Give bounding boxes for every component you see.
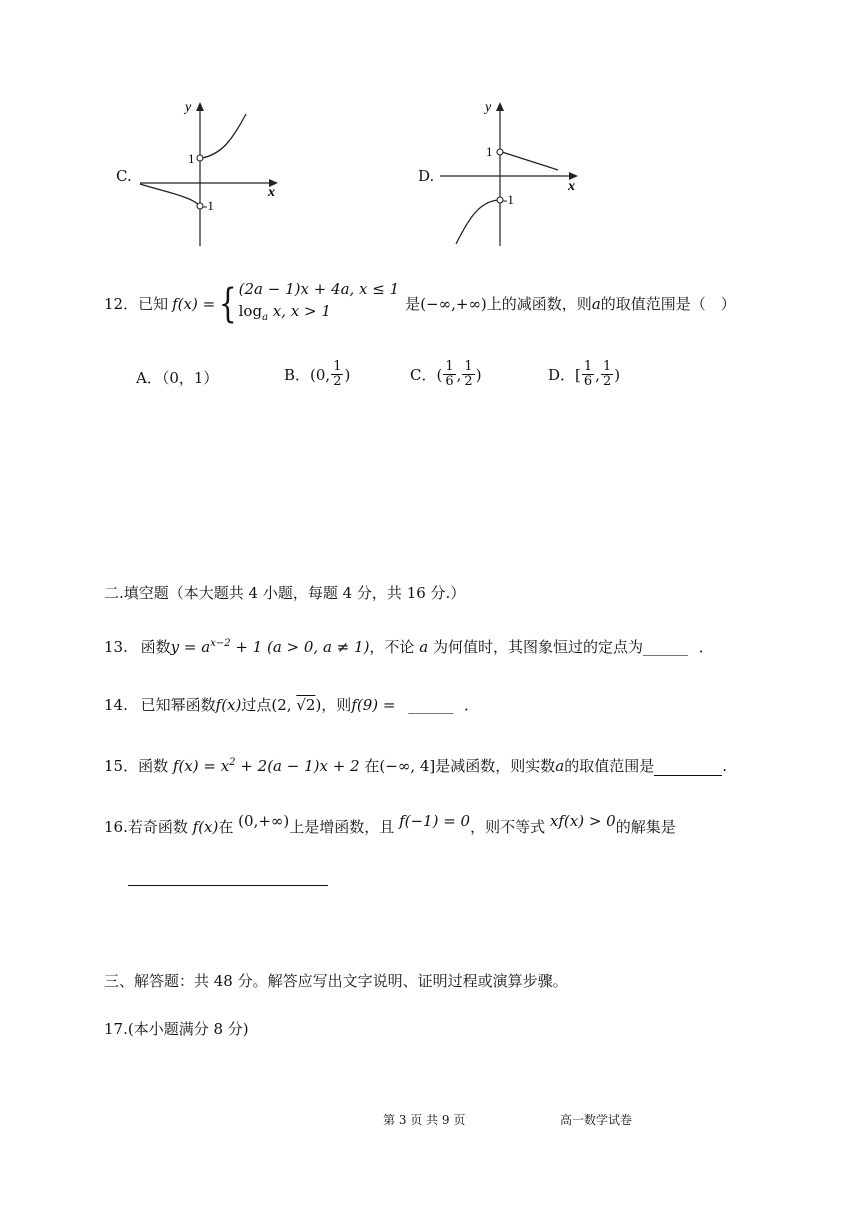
q16-ineq: xf(x) > 0 xyxy=(549,812,616,830)
q14-point: (2, √2) xyxy=(271,696,322,714)
q13-lead: 函数 xyxy=(140,638,171,656)
q14-end: ． xyxy=(464,696,480,714)
q12-case-2: $\log_a x$, x > 1 xyxy=(238,302,331,323)
q12-option-d: D． [ $\frac{1}{6}$ , $\frac{1}{2}$ ) xyxy=(548,359,621,389)
graph-c-right-curve xyxy=(202,114,246,158)
q12-cases xyxy=(239,278,400,329)
q14-number: 14. xyxy=(104,696,128,714)
graph-d-left-curve xyxy=(456,200,498,244)
question-17-title: 17.(本小题满分 8 分) xyxy=(104,1020,249,1038)
graph-c-x-label: x xyxy=(268,185,275,200)
q15-var: a xyxy=(555,757,565,775)
footer-page-number: 第 3 页 共 9 页 xyxy=(383,1113,466,1127)
q15-mid1: 在 xyxy=(364,757,380,775)
graph-d-y-label: y xyxy=(485,100,492,115)
q16-lead: 若奇函数 xyxy=(127,818,188,836)
q13-end: ． xyxy=(698,638,714,656)
q12-mid2: 上的减函数，则 xyxy=(486,295,592,313)
q16-interval: (0,+∞) xyxy=(238,812,290,830)
graph-d-y-arrow xyxy=(496,102,504,111)
graph-c-tick-1: 1 xyxy=(188,151,195,166)
graph-d-open-point-1 xyxy=(497,149,503,155)
q12-f-def: f(x) = xyxy=(172,294,216,313)
q12-tail: 的取值范围是（ ） xyxy=(600,295,736,313)
q16-fx: f(x) xyxy=(192,818,219,836)
q13-expr: $y = a^{x-2} + 1$ (a > 0, a ≠ 1) xyxy=(170,638,370,656)
question-13 xyxy=(104,636,714,657)
q12-option-b: B． (0, $\frac{1}{2}$ ) xyxy=(284,359,351,389)
section-3-title: 三、解答题：共 48 分。解答应写出文字说明、证明过程或演算步骤。 xyxy=(104,972,568,990)
graph-d-x-label: x xyxy=(568,179,575,194)
q15-tail: 的取值范围是 xyxy=(564,757,655,775)
q12-option-c: C． ( $\frac{1}{6}$ , $\frac{1}{2}$ ) xyxy=(410,359,482,389)
q14-mid2: ，则 xyxy=(321,696,352,714)
q16-number: 16. xyxy=(104,818,128,836)
q16-mid2: 上是增函数，且 xyxy=(289,818,395,836)
q12-var: a xyxy=(591,294,601,313)
graph-c-label: C. xyxy=(116,167,132,185)
graph-c-left-curve xyxy=(140,184,198,204)
graph-d-tick-neg1: -1 xyxy=(503,192,514,207)
q13-number: 13. xyxy=(104,638,128,656)
q16-answer-line xyxy=(128,885,328,886)
graph-d-right-curve xyxy=(502,152,558,170)
q12-mid1: 是 xyxy=(405,295,421,313)
graph-c-y-label: y xyxy=(185,100,192,115)
q12-number: 12． xyxy=(104,295,139,313)
q12-domain: (−∞,+∞) xyxy=(420,294,487,313)
q13-blank: ______ xyxy=(642,638,688,656)
q15-end: . xyxy=(722,757,728,775)
q12-lead: 已知 xyxy=(138,295,169,313)
q15-lead: 函数 xyxy=(138,757,169,775)
question-16 xyxy=(104,812,676,837)
q13-mid: ，不论 xyxy=(369,638,415,656)
graph-c-y-arrow xyxy=(196,102,204,111)
graph-d-label: D. xyxy=(418,167,435,185)
q16-mid3: ，则不等式 xyxy=(470,818,546,836)
question-15 xyxy=(104,755,727,776)
q12-brace: { xyxy=(218,280,237,327)
q15-interval: (−∞, 4] xyxy=(379,757,436,775)
q12-case-1: (2a − 1)x + 4a, x ≤ 1 xyxy=(238,280,400,298)
section-2-title: 二.填空题（本大题共 4 小题，每题 4 分，共 16 分.） xyxy=(104,584,466,602)
footer-exam-title: 高一数学试卷 xyxy=(560,1113,633,1127)
q13-var: a xyxy=(419,638,429,656)
q15-number: 15． xyxy=(104,757,139,775)
graph-d-tick-1: 1 xyxy=(486,144,493,159)
question-12 xyxy=(104,278,736,329)
q16-cond: f(−1) = 0 xyxy=(399,812,471,830)
q14-mid1: 过点 xyxy=(241,696,272,714)
q14-fx: f(x) xyxy=(215,696,242,714)
q16-tail: 的解集是 xyxy=(615,818,676,836)
q15-mid2: 是减函数，则实数 xyxy=(435,757,556,775)
q15-expr: $f(x) = x^2 + 2(a - 1)x + 2$ xyxy=(172,757,360,775)
q15-answer-line xyxy=(654,757,722,776)
q12-option-a: A．（0，1） xyxy=(136,369,219,387)
q14-lead: 已知幂函数 xyxy=(140,696,216,714)
q13-tail: 为何值时，其图象恒过的定点为 xyxy=(432,638,643,656)
q14-blank: ______ xyxy=(408,696,454,714)
q14-f9: f(9) = xyxy=(351,696,396,714)
graph-d xyxy=(436,96,586,248)
question-14 xyxy=(104,694,479,715)
q16-mid1: 在 xyxy=(218,818,234,836)
graph-c-open-point-1 xyxy=(197,155,203,161)
graph-c-tick-neg1: -1 xyxy=(203,198,214,213)
graph-c xyxy=(136,96,286,248)
